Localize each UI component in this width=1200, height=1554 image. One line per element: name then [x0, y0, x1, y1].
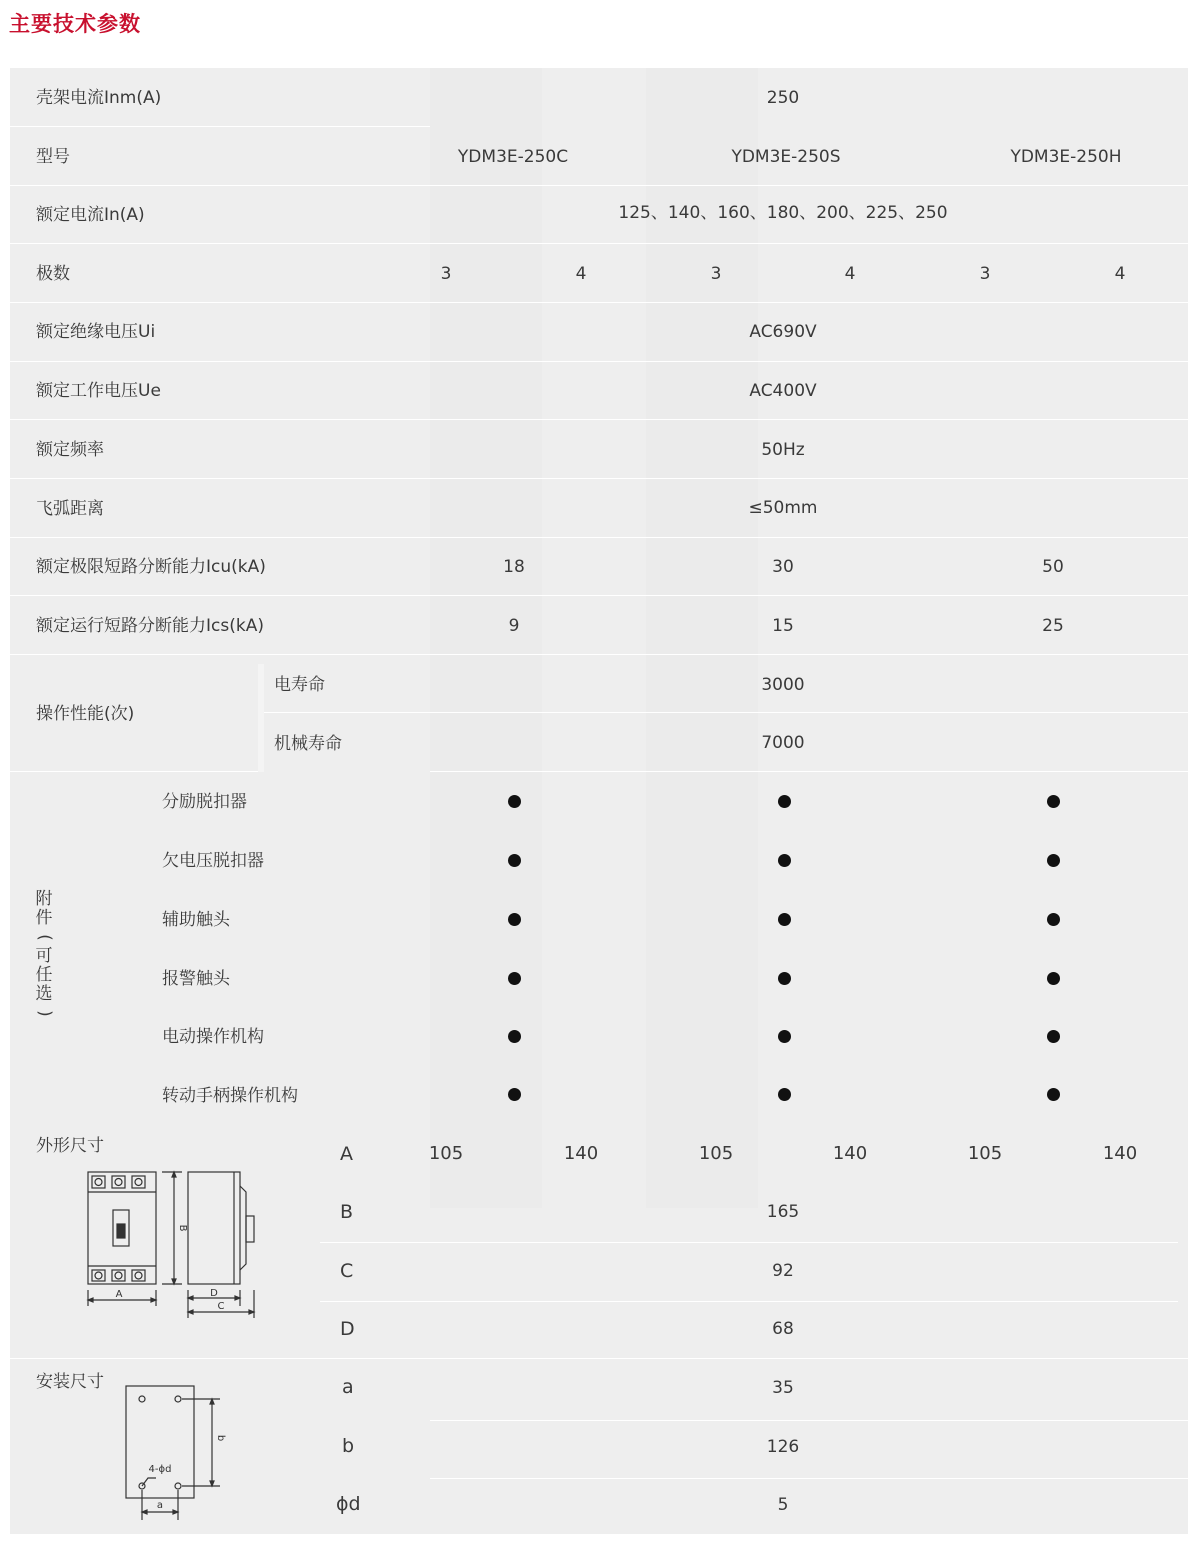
diagram-label-holes: 4-ϕd — [148, 1464, 172, 1475]
electrical-life-label: 电寿命 — [274, 675, 325, 695]
icu-value: 50 — [1042, 557, 1064, 577]
available-dot — [1047, 972, 1060, 985]
poles-value: 3 — [440, 264, 452, 284]
available-dot — [778, 1030, 791, 1043]
poles-label: 极数 — [36, 264, 70, 284]
available-dot — [778, 854, 791, 867]
poles-value: 4 — [844, 264, 856, 284]
poles-value: 4 — [1114, 264, 1126, 284]
dim-b-label: B — [340, 1201, 354, 1223]
dim-d-value: 68 — [772, 1319, 794, 1339]
icu-label: 额定极限短路分断能力Icu(kA) — [36, 557, 266, 577]
electrical-life-value: 3000 — [761, 675, 805, 695]
available-dot — [778, 972, 791, 985]
insulation-voltage-value: AC690V — [749, 322, 817, 342]
mount-d-label: ϕd — [336, 1493, 361, 1515]
available-dot — [508, 854, 521, 867]
mechanical-life-value: 7000 — [761, 733, 805, 753]
available-dot — [778, 795, 791, 808]
diagram-label-a: A — [115, 1289, 123, 1300]
working-voltage-label: 额定工作电压Ue — [36, 381, 161, 401]
column-shade — [646, 68, 758, 1208]
section-heading: 主要技术参数 — [9, 12, 141, 36]
dim-d-label: D — [340, 1318, 355, 1340]
poles-value: 4 — [575, 264, 587, 284]
accessory-auxiliary-contact: 辅助触头 — [162, 910, 230, 930]
model-value-s: YDM3E-250S — [731, 147, 841, 167]
icu-value: 30 — [772, 557, 794, 577]
frame-current-label: 壳架电流Inm(A) — [36, 88, 162, 108]
available-dot — [1047, 1030, 1060, 1043]
outline-label: 外形尺寸 — [36, 1136, 104, 1156]
operation-label: 操作性能(次) — [36, 704, 135, 724]
dim-b-value: 165 — [766, 1202, 800, 1222]
dim-a-value: 140 — [832, 1143, 868, 1164]
available-dot — [1047, 795, 1060, 808]
diagram-label-b: B — [177, 1224, 188, 1232]
dim-a-value: 105 — [428, 1143, 464, 1164]
accessory-undervoltage-trip: 欠电压脱扣器 — [162, 851, 264, 871]
dim-a-value: 105 — [698, 1143, 734, 1164]
dim-a-label: A — [340, 1143, 353, 1165]
outline-dimension-diagram — [84, 1166, 264, 1322]
diagram-label-a-mount: a — [156, 1500, 164, 1511]
dim-a-value: 140 — [1102, 1143, 1138, 1164]
mount-a-label: a — [342, 1376, 354, 1398]
working-voltage-value: AC400V — [749, 381, 817, 401]
available-dot — [778, 913, 791, 926]
dim-a-value: 105 — [967, 1143, 1003, 1164]
icu-value: 18 — [503, 557, 525, 577]
accessories-label: 附 件 ( 可 任 选 ) — [34, 889, 55, 1017]
ics-value: 15 — [772, 616, 794, 636]
mount-b-label: b — [342, 1435, 355, 1457]
arc-distance-label: 飞弧距离 — [36, 499, 104, 519]
accessory-alarm-contact: 报警触头 — [162, 969, 230, 989]
insulation-voltage-label: 额定绝缘电压Ui — [36, 322, 156, 342]
accessory-rotary-handle: 转动手柄操作机构 — [162, 1086, 298, 1106]
model-value-h: YDM3E-250H — [1010, 147, 1122, 167]
rated-current-label: 额定电流In(A) — [36, 205, 145, 225]
frequency-label: 额定频率 — [36, 440, 104, 460]
mechanical-life-label: 机械寿命 — [274, 734, 342, 754]
mount-d-value: 5 — [777, 1495, 789, 1515]
dim-c-label: C — [340, 1260, 354, 1282]
available-dot — [508, 1088, 521, 1101]
mounting-dimension-diagram — [122, 1382, 226, 1524]
mounting-label: 安装尺寸 — [36, 1372, 104, 1392]
arc-distance-value: ≤50mm — [748, 498, 818, 518]
model-label: 型号 — [36, 147, 70, 167]
poles-value: 3 — [979, 264, 991, 284]
mount-a-value: 35 — [772, 1378, 794, 1398]
available-dot — [508, 795, 521, 808]
diagram-label-c: C — [217, 1301, 225, 1312]
dim-c-value: 92 — [772, 1261, 794, 1281]
frequency-value: 50Hz — [761, 440, 805, 460]
rated-current-value: 125、140、160、180、200、225、250 — [618, 203, 948, 223]
column-shade — [430, 68, 542, 1208]
accessory-motor-operator: 电动操作机构 — [162, 1027, 264, 1047]
accessory-shunt-trip: 分励脱扣器 — [162, 792, 247, 812]
poles-value: 3 — [710, 264, 722, 284]
available-dot — [1047, 913, 1060, 926]
diagram-label-d: D — [210, 1288, 218, 1299]
mount-b-value: 126 — [766, 1437, 800, 1457]
ics-value: 9 — [508, 616, 520, 636]
model-value-c: YDM3E-250C — [457, 147, 569, 167]
diagram-label-b-mount: b — [215, 1434, 226, 1442]
available-dot — [508, 913, 521, 926]
dim-a-value: 140 — [563, 1143, 599, 1164]
spec-table — [10, 68, 1188, 1534]
available-dot — [778, 1088, 791, 1101]
available-dot — [508, 1030, 521, 1043]
frame-current-value: 250 — [766, 88, 800, 108]
available-dot — [1047, 854, 1060, 867]
ics-label: 额定运行短路分断能力Ics(kA) — [36, 616, 264, 636]
ics-value: 25 — [1042, 616, 1064, 636]
available-dot — [508, 972, 521, 985]
available-dot — [1047, 1088, 1060, 1101]
